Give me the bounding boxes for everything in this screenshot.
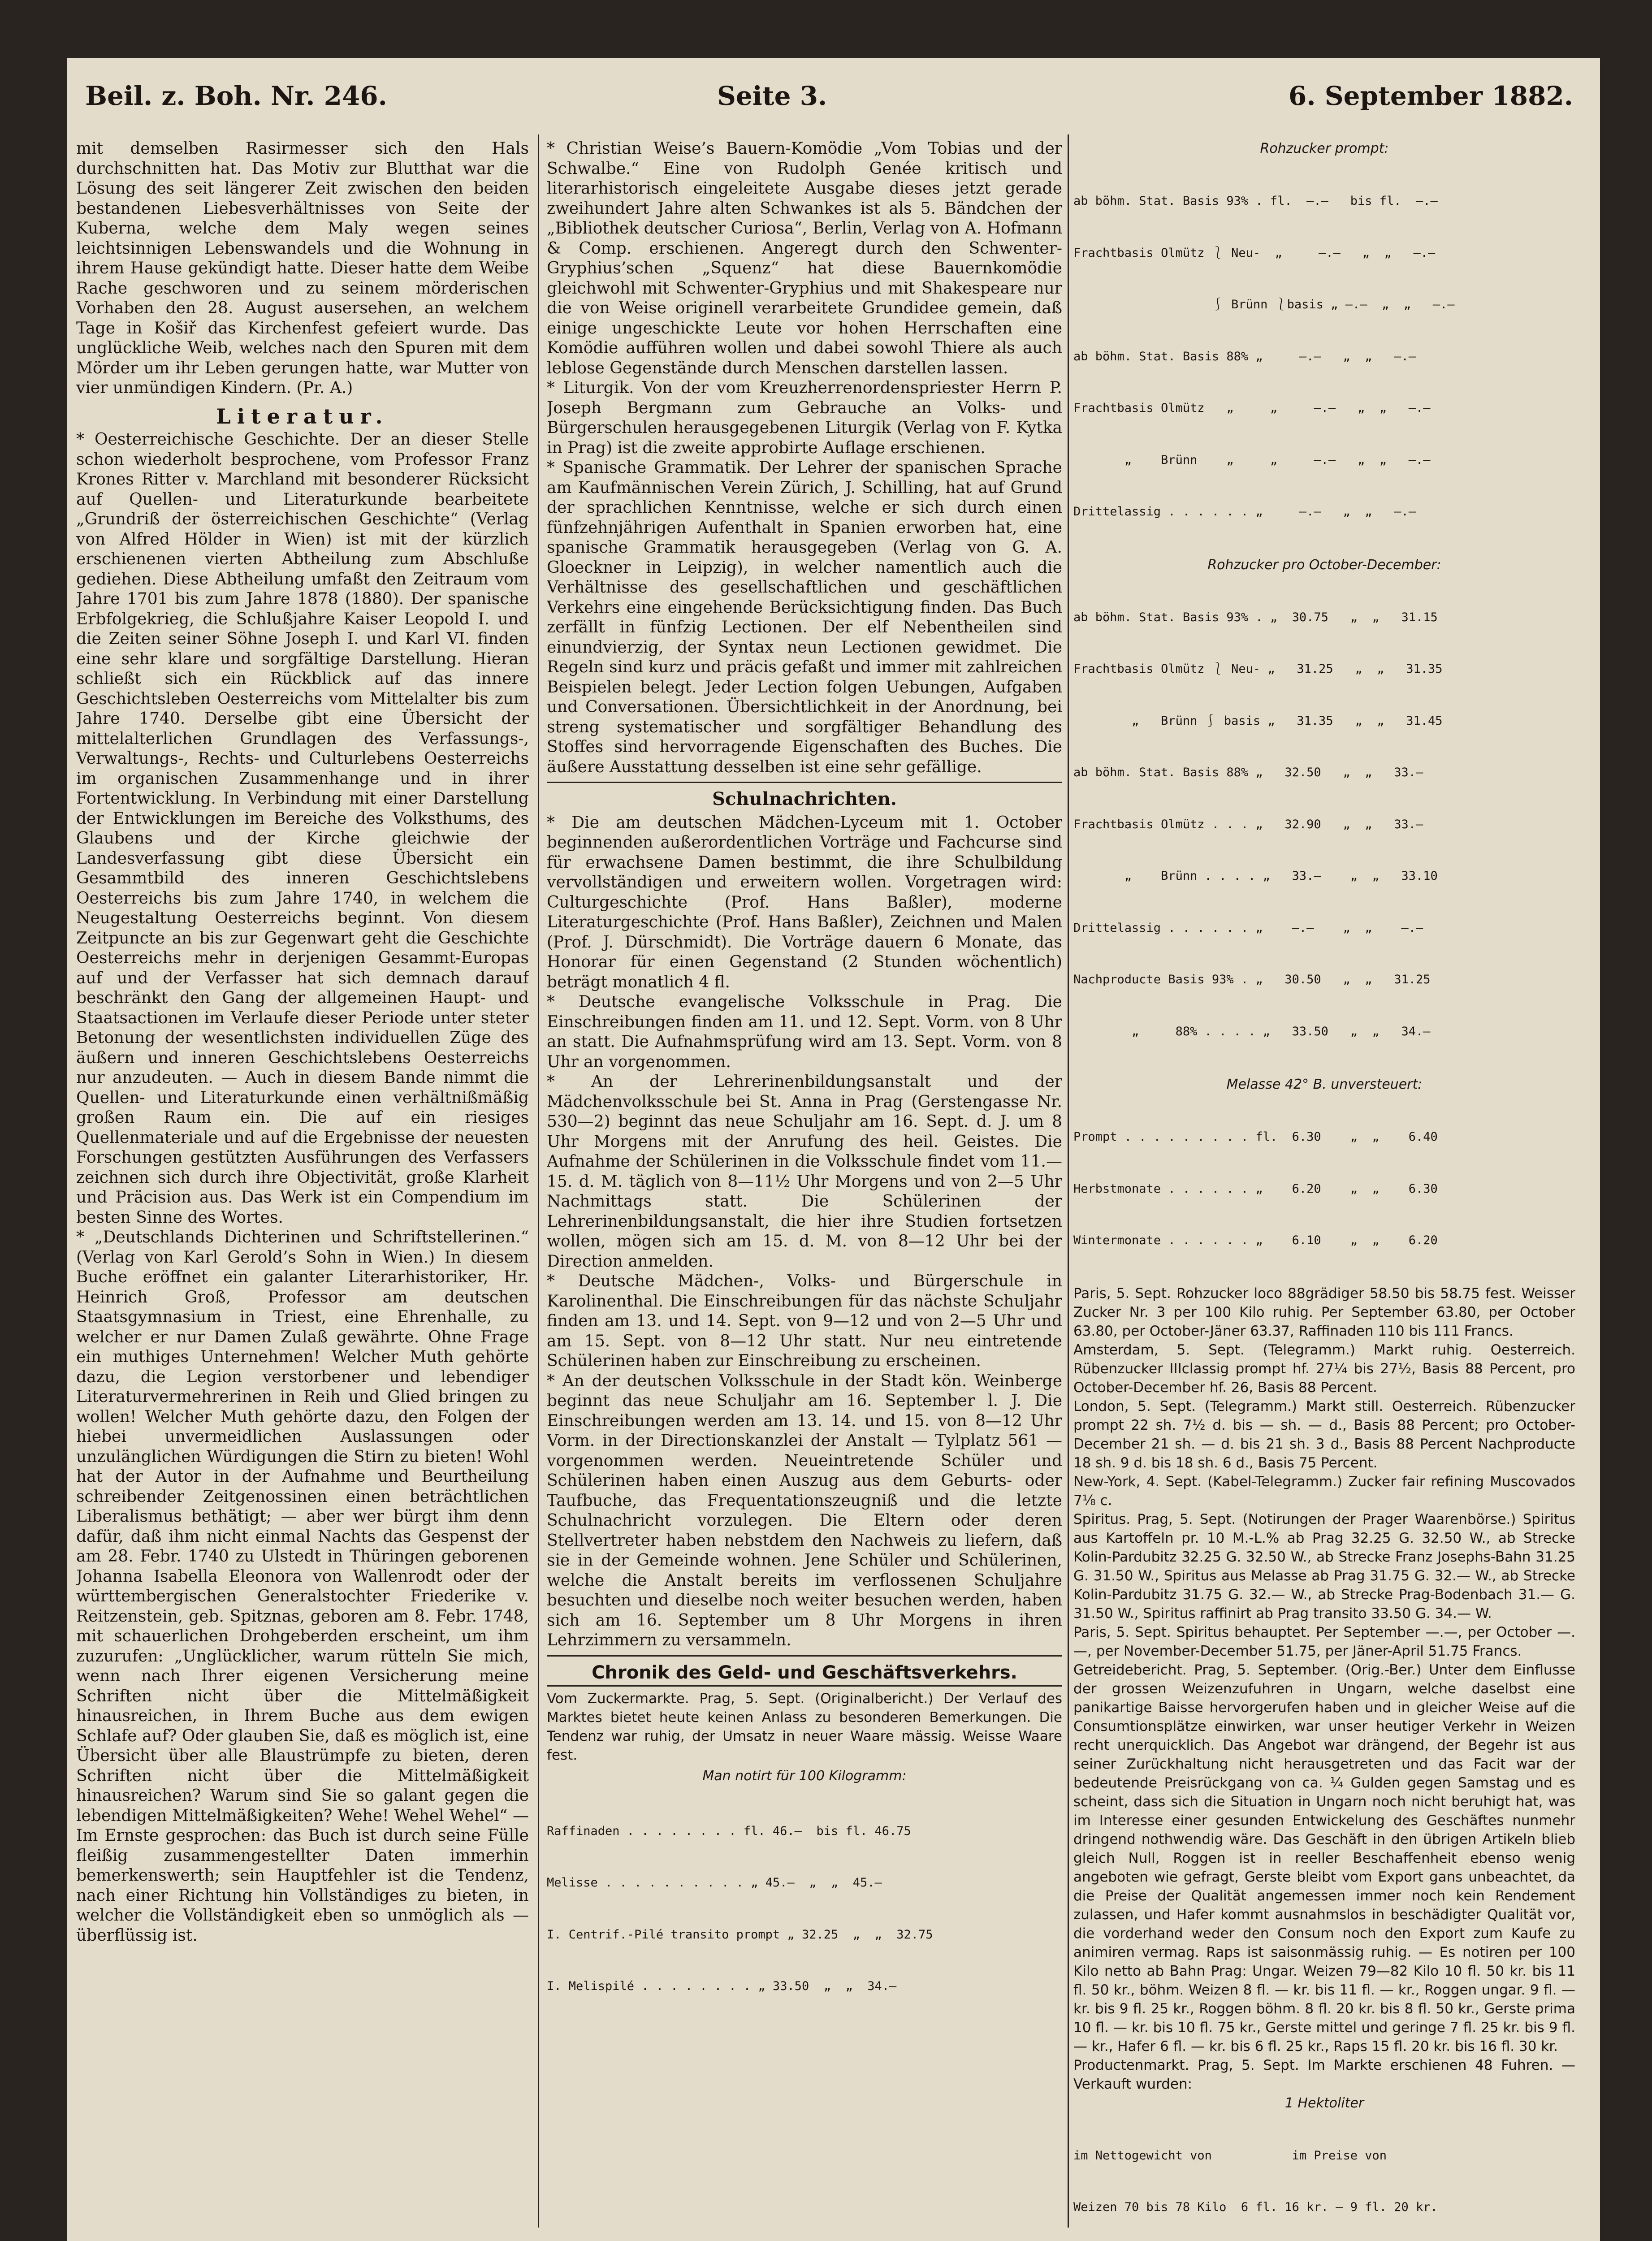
market-report: New-York, 4. Sept. (Kabel-Telegramm.) Zucker fair refining Muscovados 7⅛ c. [1073, 1473, 1575, 1509]
market-report: Paris, 5. Sept. Rohzucker loco 88grädiger 58.50 bis 58.75 fest. Weisser Zucker Nr. 3 per 100 Kilo ruhig. Per September 63.80, per October 63.80, per October-Jäner 63.37, Raffinaden 110 bis 111 Francs. [1073, 1285, 1575, 1339]
school-notice: * An der Lehrerinenbildungsanstalt und der Mädchenvolksschule bei St. Anna in Prag (Gerstengasse Nr. 530—2) beginnt das neue Schuljahr am 16. Sept. d. J. um 8 Uhr Morgens mit der Anrufung des heil. Geistes. Die Aufnahme der Schülerinen in die Volksschule findet vom 11.—15. d. M. täglich von 8—11½ Uhr Morgens und von 2—5 Uhr Nachmittags statt. Die Schülerinen der Lehrerinenbildungsanstalt, die hier ihre Studien fortsetzen wollen, mögen sich am 15. d. M. von 8—12 Uhr bei der Direction anmelden. [547, 1073, 1062, 1271]
price-row: ⎰ Brünn ⎱basis „ —.— „ „ —.— [1073, 298, 1455, 311]
school-notice: * Deutsche evangelische Volksschule in Prag. Die Einschreibungen finden am 11. und 12. Sept. Vorm. von 8 Uhr an statt. Die Aufnahmsprüfung wird am 13. Sept. Vorm. von 8 Uhr an vorgenommen. [547, 993, 1062, 1071]
market-report: Amsterdam, 5. Sept. (Telegramm.) Markt ruhig. Oesterreich. Rübenzucker IIIclassig prompt hf. 27¼ bis 27½, Basis 88 Percent, pro October-December hf. 26, Basis 88 Percent. [1073, 1341, 1575, 1396]
price-subheading: Man notirt für 100 Kilogramm: [702, 1768, 907, 1784]
article-paragraph: * Spanische Grammatik. Der Lehrer der spanischen Sprache am Kaufmännischen Verein Zürich, J. Schilling, hat auf Grund der sprachlichen Kenntnisse, welche er sich durch einen fünfzehnjährigen Aufenthalt in Spanien erworben hat, eine spanische Grammatik herausgegeben (Verlag von G. A. Gloeckner in Leipzig), in welcher namentlich auch die Verhältnisse des gesellschaftlichen und geschäftlichen Verkehrs eine eingehende Berücksichtigung finden. Das Buch zerfällt in fünfzig Lectionen. Der elf Nebentheilen sind einundvierzig, der Syntax neun Lectionen gewidmet. Die Regeln sind kurz und präcis gefaßt und immer mit zahlreichen Beispielen belegt. Jeder Lection folgen Uebungen, Aufgaben und Conversationen. Übersichtlichkeit in der Anordnung, bei streng systematischer und sorgfältiger Behandlung des Stoffes sind hervorragende Eigenschaften des Buches. Die äußere Ausstattung desselben ist eine sehr gefällige. [547, 459, 1062, 776]
product-row: Weizen 70 bis 78 Kilo 6 fl. 16 kr. — 9 fl. 20 kr. [1073, 2200, 1438, 2214]
school-notice: * An der deutschen Volksschule in der Stadt kön. Weinberge beginnt das neue Schuljahr am 16. September l. J. Die Einschreibungen werden am 13. 14. und 15. von 8—12 Uhr Vorm. in der Directionskanzlei der Anstalt — Tylplatz 561 — vorgenommen werden. Neueintretende Schüler und Schülerinen haben einen Auszug aus dem Geburts- oder Taufbuche, das Frequentationszeugniß und die letzte Schulnachricht vorzulegen. Die Eltern oder deren Stellvertreter haben nebstdem den Nachweis zu liefern, daß sie in der Gemeinde wohnen. Jene Schüler und Schülerinen, welche die Anstalt bereits im verflossenen Schuljahre besuchten und dieselbe noch weiter besuchen werden, haben sich am 16. September um 8 Uhr Morgens in ihren Lehrzimmern zu versammeln. [547, 1371, 1062, 1649]
table-title: Rohzucker prompt: [1260, 141, 1389, 156]
table-title: Rohzucker pro October-December: [1207, 557, 1441, 573]
school-notice: * Die am deutschen Mädchen-Lyceum mit 1. October beginnenden außerordentlichen Vorträge und Fachcurse sind für erwachsene Damen bestimmt, die ihre Schulbildung vervollständigen und erweitern wollen. Vorgetragen wird: Culturgeschichte (Prof. Hans Baßler), moderne Literaturgeschichte (Prof. Hans Baßler), Zeichnen und Malen (Prof. J. Dürschmidt). Die Vorträge dauern 6 Monate, das Honorar für einen Gegenstand (2 Stunden wöchentlich) beträgt monatlich 4 fl. [547, 813, 1062, 991]
price-row: I. Centrif.-Pilé transito prompt „ 32.25 „ „ 32.75 [547, 1927, 933, 1942]
price-row: Frachtbasis Olmütz ⎱ Neu- „ —.— „ „ —.— [1073, 246, 1436, 260]
newspaper-page [67, 58, 1600, 2241]
column-right [1073, 139, 1575, 2228]
article-paragraph: * Christian Weise’s Bauern-Komödie „Vom Tobias und der Schwalbe.“ Eine von Rudolph Genée kritisch und literarhistorisch eingeleitete Ausgabe dieses jetzt gerade zweihundert Jahre alten Schwankes ist als 5. Bändchen der „Bibliothek deutscher Curiosa“, Berlin, Verlag von A. Hofmann & Comp. erschienen. Angeregt durch den Schwenter-Gryphius’schen „Squenz“ hat diese Bauernkomödie gleichwohl mit Schwenter-Gryphius und mit Shakespeare nur die von Weise originell verarbeitete Grundidee gemein, daß einige ungeschickte Leute vor hohen Herrschaften eine Komödie aufführen wollen und dabei sowohl Thiere als auch leblose Gegenstände durch Menschen darstellen lassen. [547, 139, 1062, 377]
school-notice: * Deutsche Mädchen-, Volks- und Bürgerschule in Karolinenthal. Die Einschreibungen für das nächste Schuljahr finden am 13. und 14. Sept. von 9—12 und von 2—5 Uhr und am 15. Sept. von 8—12 Uhr statt. Nur neu eintretende Schülerinen haben zur Einschreibung zu erscheinen. [547, 1272, 1062, 1370]
price-row: Wintermonate . . . . . . „ 6.10 „ „ 6.20 [1073, 1233, 1438, 1247]
price-table [547, 1788, 1062, 2030]
price-row: ab böhm. Stat. Basis 93% . „ 30.75 „ „ 31.15 [1073, 610, 1438, 624]
page-header [85, 81, 1573, 121]
section-heading-chronik: Chronik des Geld- und Geschäftsverkehrs. [592, 1662, 1017, 1683]
market-report: Productenmarkt. Prag, 5. Sept. Im Markte erschienen 48 Fuhren. — Verkauft wurden: [1073, 2057, 1575, 2092]
section-divider [547, 1685, 1062, 1687]
price-row: ab böhm. Stat. Basis 88% „ —.— „ „ —.— [1073, 349, 1416, 363]
column-left [76, 139, 529, 2228]
market-report: London, 5. Sept. (Telegramm.) Markt still. Oesterreich. Rübenzucker prompt 22 sh. 7½ d. bis — sh. — d., Basis 88 Percent; pro October-December 21 sh. — d. bis 21 sh. 3 d., Basis 88 Percent Nachproducte 18 sh. 9 d. bis 18 sh. 6 d., Basis 75 Percent. [1073, 1398, 1575, 1471]
price-row: „ Brünn ⎰ basis „ 31.35 „ „ 31.45 [1073, 714, 1443, 728]
price-row: Prompt . . . . . . . . . fl. 6.30 „ „ 6.40 [1073, 1130, 1438, 1144]
section-divider [547, 1655, 1062, 1657]
column-divider [1068, 134, 1069, 2228]
column-divider [538, 134, 539, 2228]
section-heading-schulnachrichten: Schulnachrichten. [712, 788, 897, 809]
header-date: 6. September 1882. [1289, 81, 1573, 111]
price-row: I. Melispilé . . . . . . . . „ 33.50 „ „ 34.— [547, 1979, 897, 1993]
article-paragraph: * Oesterreichische Geschichte. Der an dieser Stelle schon wiederholt besprochene, vom Professor Franz Krones Ritter v. Marchland mit besonderer Rücksicht auf Quellen- und Literaturkunde bearbeitete „Grundriß der österreichischen Geschichte“ (Verlag von Alfred Hölder in Wien) ist mit der kürzlich erschienenen vierten Abtheilung zum Abschluße gediehen. Diese Abtheilung umfaßt den Zeitraum vom Jahre 1701 bis zum Jahre 1878 (1880). Der spanische Erbfolgekrieg, die Schlußjahre Kaiser Leopold I. und die Zeiten seiner Söhne Joseph I. und Karl VI. finden eine sehr klare und sorgfältige Darstellung. Hieran schließt sich ein Rückblick auf das innere Geschichtsleben Oesterreichs vom Mittelalter bis zum Jahre 1740. Derselbe gibt eine Übersicht der mittelalterlichen Grundlagen des Verfassungs-, Verwaltungs-, Rechts- und Culturlebens Oesterreichs im organischen Zusammenhange und in ihrer Fortentwicklung. In Verbindung mit einer Darstellung der Entwicklungen im Bereiche des Volksthums, des Glaubens und der Kirche gleichwie der Landesverfassung gibt diese Übersicht ein Gesammtbild des inneren Geschichtslebens Oesterreichs bis zum Jahre 1740, in welchem die Neugestaltung Oesterreichs beginnt. Von diesem Zeitpuncte an bis zur Gegenwart geht die Geschichte Oesterreichs mehr in derjenigen Gesammt-Europas auf und der Verfasser hat sich demnach darauf beschränkt den Gang der allgemeinen Haupt- und Staatsactionen im Verlaufe dieser Periode unter steter Betonung der wesentlichsten individuellen Züge des äußern und inneren Geschichtslebens Oesterreichs nur anzudeuten. — Auch in diesem Bande nimmt die Quellen- und Literaturkunde einen verhältnißmäßig großen Raum ein. Die auf ein riesiges Quellenmateriale und auf die Ergebnisse der neuesten Forschungen gestützten Ausführungen des Verfassers zeichnen sich durch ihre Objectivität, große Klarheit und Präcision aus. Das Werk ist ein Compendium im besten Sinne des Wortes. [76, 430, 529, 1227]
price-table [1073, 1094, 1575, 1284]
price-row: Raffinaden . . . . . . . . fl. 46.— bis fl. 46.75 [547, 1824, 911, 1838]
section-heading-literatur: Literatur. [216, 404, 389, 428]
header-issue: Beil. z. Boh. Nr. 246. [85, 81, 387, 111]
article-paragraph: * „Deutschlands Dichterinen und Schriftstellerinen.“ (Verlag von Karl Gerold’s Sohn in Wien.) In diesem Buche eröffnet ein galanter Literarhistoriker, Hr. Heinrich Groß, Professor am deutschen Staatsgymnasium in Triest, eine Ehrenhalle, zu welcher er nur Damen Zulaß gewährte. Ohne Frage ein muthiges Unternehmen! Welcher Muth gehörte dazu, die Legion verstorbener und lebendiger Literaturvermehrerinen in Reih und Glied bringen zu wollen! Welcher Muth gehörte dazu, den Folgen der hiebei unvermeidlichen Auslassungen oder unzulänglichen Würdigungen die Stirn zu bieten! Wohl hat der Autor in der Aufnahme und Beurtheilung schreibender Zeitgenossinen einen beträchtlichen Liberalismus bethätigt; — aber wer bürgt ihm denn dafür, daß ihm nicht einmal Nachts das Gespenst der am 28. Febr. 1740 zu Ulstedt in Thüringen geborenen Johanna Isabella Eleonora von Wallenrodt oder der württembergischen Generalstochter Friederike v. Reitzenstein, geb. Spitznas, geboren am 8. Febr. 1748, mit schauerlichen Drohgeberden erscheint, um ihm zuzurufen: „Unglücklicher, warum rütteln Sie mich, wenn nach Ihrer eigenen Versicherung meine Schriften nicht über die Mittelmäßigkeit hinausreichen, in Ihrem Buche aus dem ewigen Schlafe auf? Oder glauben Sie, daß es möglich ist, eine Übersicht über alle Blaustrümpfe zu bieten, deren Schriften nicht über die Mittelmäßigkeit hinausreichen? Warum sind Sie so galant gegen die lebendigen Mittelmäßigkeiten? Wehe! Wehel Wehel“ — Im Ernste gesprochen: das Buch ist durch seine Fülle fleißig zusammengestellter Daten immerhin bemerkenswerth; sein Hauptfehler ist die Tendenz, nach einer Richtung hin Vollständiges zu bieten, in welcher die Vollständigkeit eben so unmöglich als — überflüssig ist. [76, 1228, 529, 1945]
price-row: „ 88% . . . . „ 33.50 „ „ 34.— [1073, 1024, 1431, 1038]
table-title: Melasse 42° B. unversteuert: [1226, 1077, 1423, 1092]
price-row: Drittelassig . . . . . . „ —.— „ „ —.— [1073, 505, 1416, 519]
price-row: Drittelassig . . . . . . „ —.— „ „ —.— [1073, 921, 1423, 935]
price-table [1073, 575, 1575, 1075]
column-middle [547, 139, 1062, 2228]
market-report: Getreidebericht. Prag, 5. September. (Orig.-Ber.) Unter dem Einflusse der grossen Weizenzufuhren in Ungarn, welche daselbst eine panikartige Baisse hervorgerufen haben und in gleicher Weise auf die Consumtionsplätze einwirken, war unser heutiger Verkehr in Weizen recht unerquicklich. Das Angebot war drängend, der Begehr ist aus seiner Zurückhaltung nicht herausgetreten und das Facit war der bedeutende Preisrückgang von ca. ¼ Gulden gegen Samstag und es scheint, dass sich die Situation in Ungarn noch nicht beruhigt hat, was im Interesse einer gesunden Entwickelung des Geschäftes nunmehr dringend nothwendig wäre. Das Geschäft in den übrigen Artikeln blieb gleich Null, Roggen ist in reeller Beschaffenheit ebenso wenig angeboten wie gefragt, Gerste bleibt vom Export gans unbeachtet, da die Preise der Qualität angemessen immer noch kein Rendement zulassen, und Hafer kommt ausnahmslos in beschädigter Qualität vor, die vorderhand weder den Consum noch den Export zum Kaufe zu animiren vermag. Raps ist saisonmässig ruhig. — Es notiren per 100 Kilo netto ab Bahn Prag: Ungar. Weizen 79—82 Kilo 10 fl. 50 kr. bis 11 fl. 50 kr., böhm. Weizen 8 fl. — kr. bis 11 fl. — kr., Roggen ungar. 9 fl. — kr. bis 9 fl. 25 kr., Roggen böhm. 8 fl. 20 kr. bis 8 fl. 50 kr., Gerste prima 10 fl. — kr. bis 10 fl. 75 kr., Gerste mittel und geringe 7 fl. 25 kr. bis 9 fl. — kr., Hafer 6 fl. — kr. bis 6 fl. 25 kr., Raps 15 fl. 20 kr. bis 16 fl. 30 kr. [1073, 1661, 1575, 2055]
article-paragraph: * Liturgik. Von der vom Kreuzherrenordenspriester Herrn P. Joseph Bergmann zum Gebrauche an Volks- und Bürgerschulen herausgegebenen Liturgik (Verlag von F. Kytka in Prag) ist die zweite approbirte Auflage erschienen. [547, 379, 1062, 457]
price-row: ab böhm. Stat. Basis 93% . fl. —.— bis fl. —.— [1073, 194, 1438, 208]
price-row: „ Brünn „ „ —.— „ „ —.— [1073, 453, 1431, 467]
market-report: Spiritus. Prag, 5. Sept. (Notirungen der Prager Waarenbörse.) Spiritus aus Kartoffeln pr. 10 M.-L.% ab Prag 32.25 G. 32.50 W., ab Strecke Kolin-Pardubitz 32.25 G. 32.50 W., ab Strecke Franz Josephs-Bahn 31.25 G. 31.50 W., Spiritus aus Melasse ab Prag 31.75 G. 32.— W., ab Strecke Kolin-Pardubitz 31.75 G. 32.— W., ab Strecke Prag-Bodenbach 31.— G. 31.50 W., Spiritus raffinirt ab Prag transito 33.50 G. 34.— W. [1073, 1511, 1575, 1622]
unit-label: 1 Hektoliter [1284, 2095, 1364, 2111]
section-divider [547, 782, 1062, 783]
price-row: „ Brünn . . . . „ 33.— „ „ 33.10 [1073, 869, 1438, 883]
price-table [1073, 158, 1575, 555]
product-table [1073, 2113, 1575, 2228]
price-row: Frachtbasis Olmütz . . . „ 32.90 „ „ 33.— [1073, 817, 1423, 831]
price-row: Frachtbasis Olmütz „ „ —.— „ „ —.— [1073, 401, 1431, 415]
price-row: ab böhm. Stat. Basis 88% „ 32.50 „ „ 33.— [1073, 766, 1423, 779]
price-row: Frachtbasis Olmütz ⎱ Neu- „ 31.25 „ „ 31.35 [1073, 662, 1443, 676]
market-report: Paris, 5. Sept. Spiritus behauptet. Per September —.—, per October —.—, per November-December 51.75, per Jäner-April 51.75 Francs. [1073, 1624, 1575, 1659]
header-page-number: Seite 3. [717, 81, 827, 111]
product-table-header: im Nettogewicht von im Preise von [1073, 2148, 1387, 2163]
market-report: Vom Zuckermarkte. Prag, 5. Sept. (Originalbericht.) Der Verlauf des Marktes bietet heute keinen Anlass zu besonderen Bemerkungen. Die Tendenz war ruhig, der Umsatz in neuer Waare mässig. Weisse Waare fest. [547, 1691, 1062, 1763]
price-row: Nachproducte Basis 93% . „ 30.50 „ „ 31.25 [1073, 973, 1431, 986]
article-continuation: mit demselben Rasirmesser sich den Hals durchschnitten hat. Das Motiv zur Blutthat war die Lösung des seit längerer Zeit zwischen den beiden bestandenen Liebesverhältnisses von Seite der Kuberna, welche dem Maly wegen seines leichtsinnigen Lebenswandels und die Wohnung in ihrem Hause gekündigt hatte. Dieser hatte dem Weibe Rache geschworen und zu seinem mörderischen Vorhaben den 28. August ausersehen, an welchem Tage in Košiř das Kirchenfest gefeiert wurde. Das unglückliche Weib, welches nach den Spuren mit dem Mörder um ihr Leben gerungen hatte, war Mutter von vier unmündigen Kindern. (Pr. A.) [76, 139, 529, 397]
price-row: Melisse . . . . . . . . . . „ 45.— „ „ 45.— [547, 1876, 882, 1890]
price-row: Herbstmonate . . . . . . „ 6.20 „ „ 6.30 [1073, 1181, 1438, 1196]
